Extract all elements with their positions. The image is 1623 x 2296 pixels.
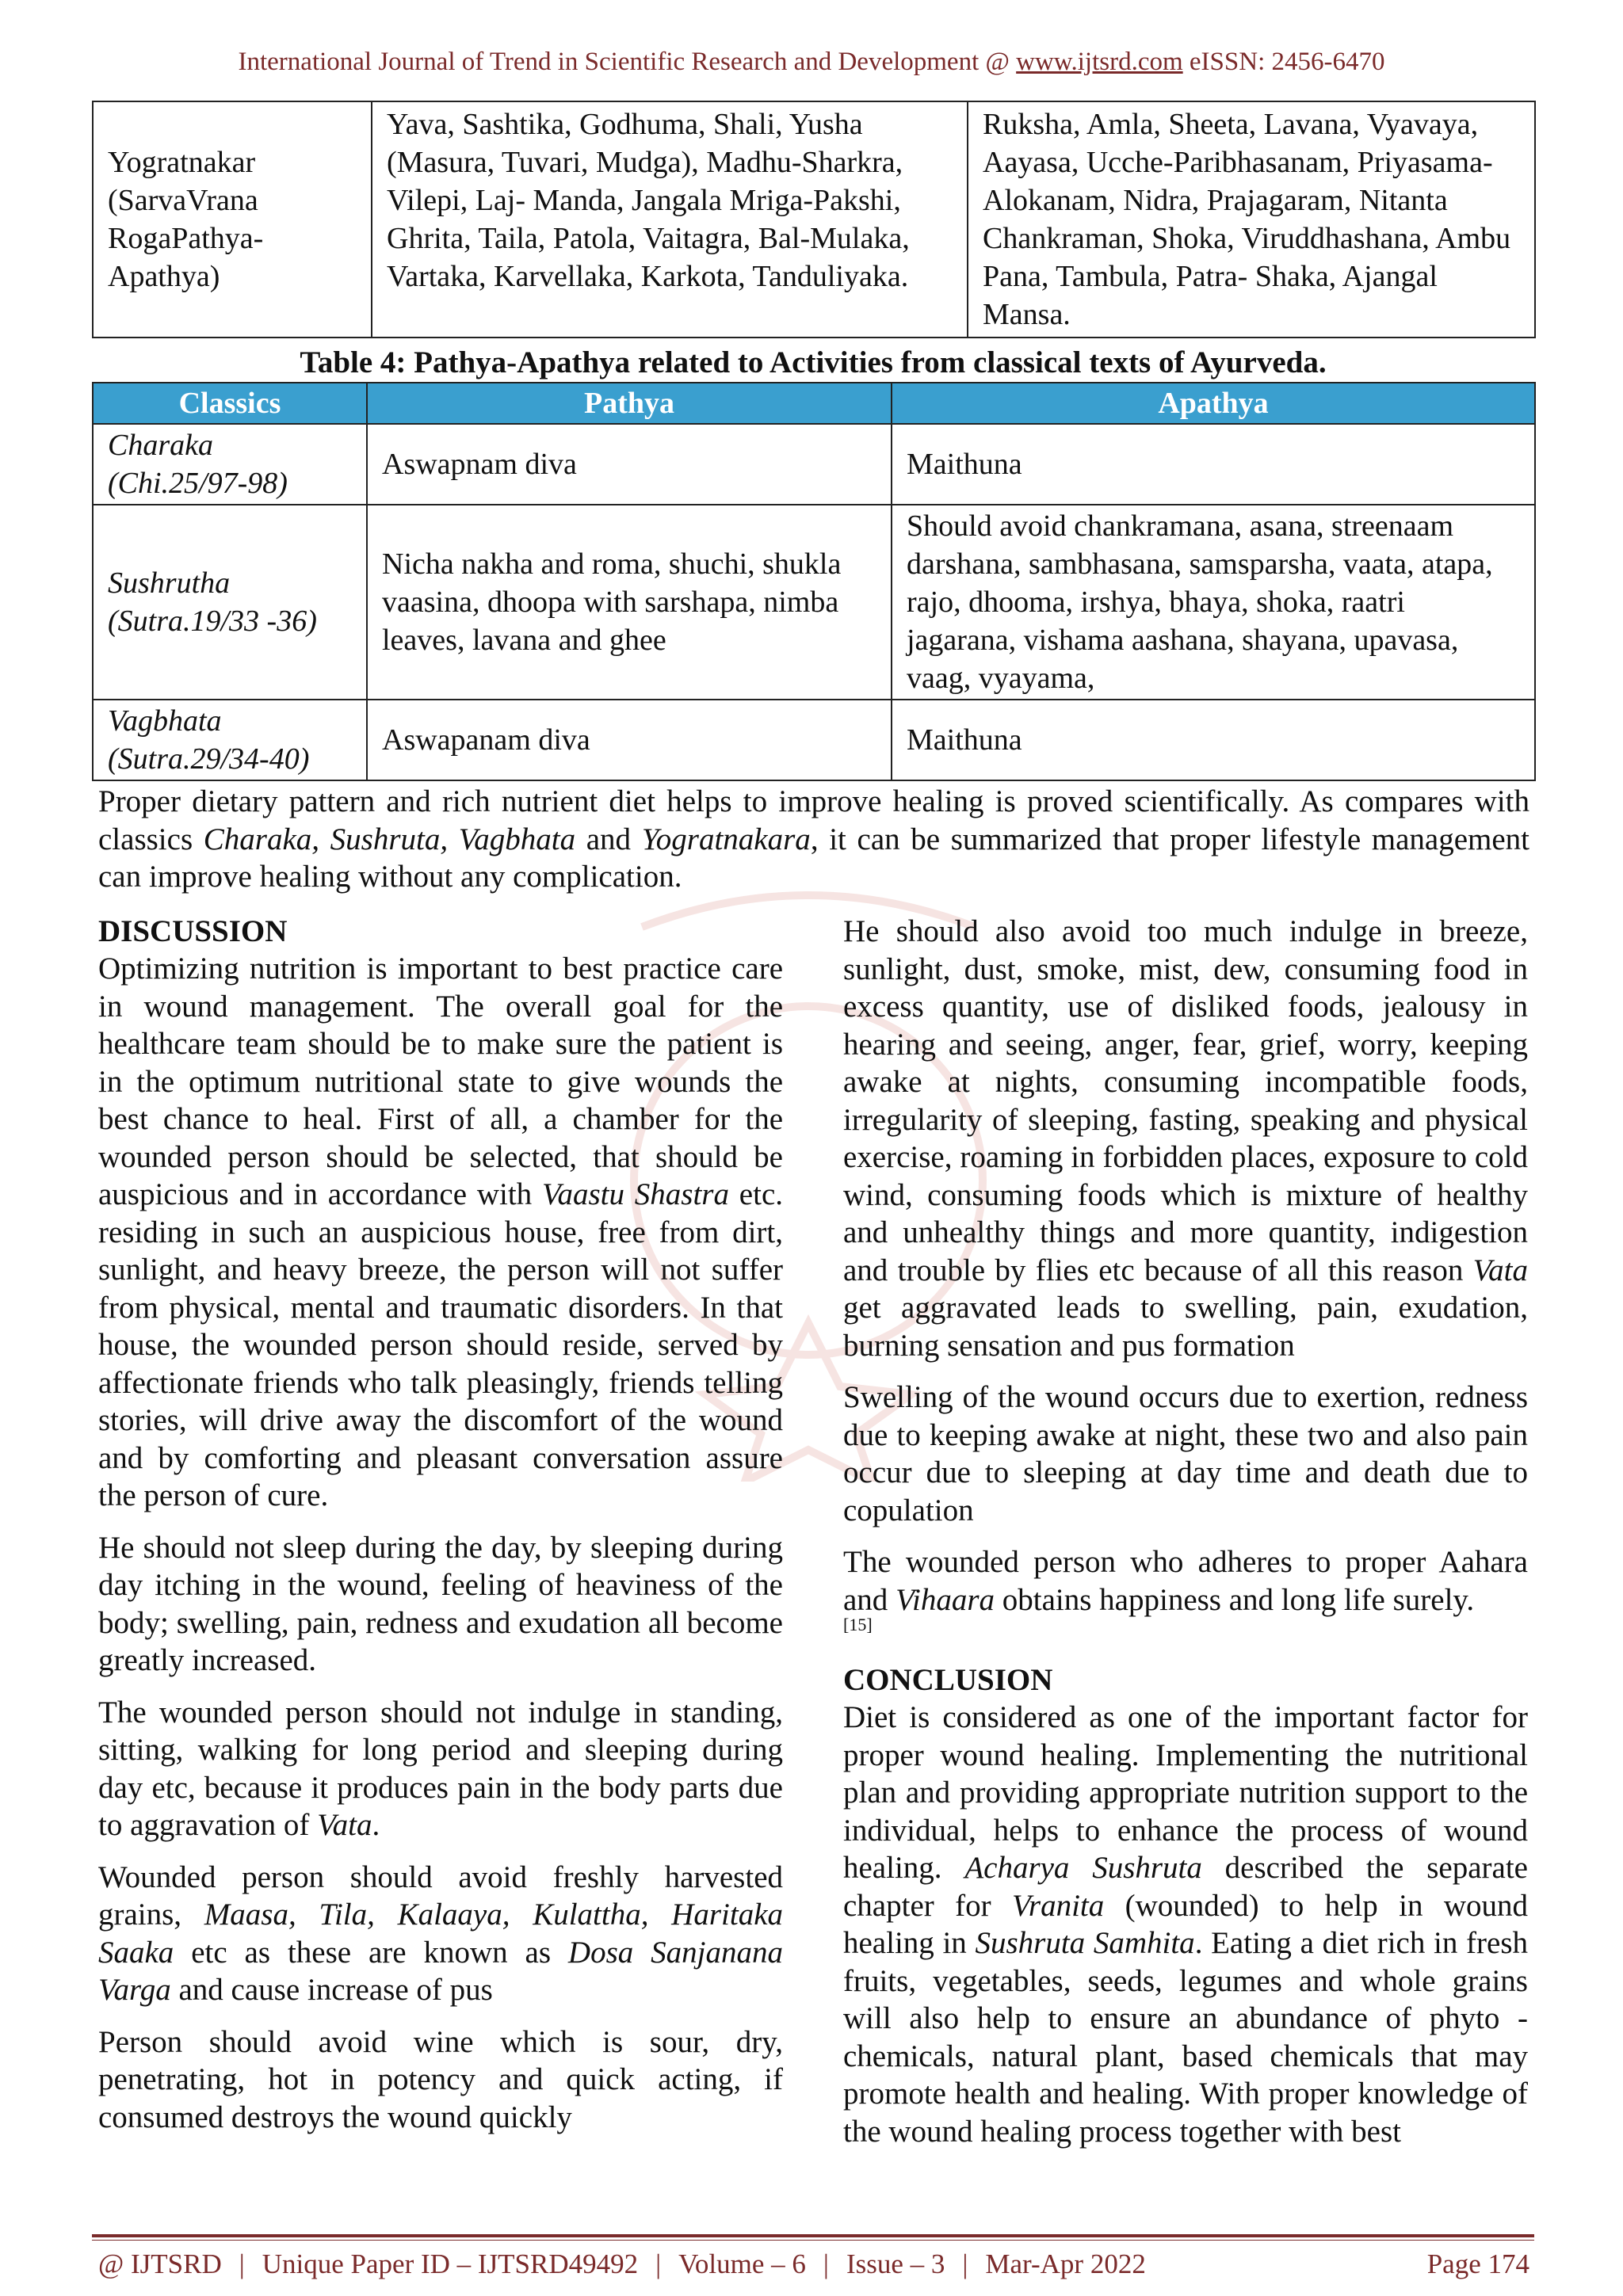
footer-divider (92, 2234, 1534, 2237)
table-3-continuation (92, 101, 1536, 338)
summary-paragraph: Proper dietary pattern and rich nutrient diet helps to improve healing is proved scientifically. As compares with classics Charaka, Sushruta, Vagbhata and Yogratnakara, it can be summarized that proper lifestyle management can improve healing without any complication. (98, 784, 1530, 894)
discussion-paragraph: Wounded person should avoid freshly harvested grains, Maasa, Tila, Kalaaya, Kulattha, Haritaka Saaka etc as these are known as Dosa Sanjanana Varga and cause increase of pus (98, 1859, 784, 2007)
left-column (98, 913, 783, 2150)
column-header-apathya: Apathya (892, 383, 1535, 424)
apathya-cell: Ruksha, Amla, Sheeta, Lavana, Vyavaya, Aayasa, Ucche-Paribhasanam, Priyasama-Alokanam, Nidra, Prajagaram, Nitanta Chankraman, Shoka, Viruddhashana, Ambu Pana, Tambula, Patra- Shaka, Ajangal Mansa. (968, 101, 1535, 338)
running-header: International Journal of Trend in Scientific Research and Development @ www.ijtsrd.com eISSN: 2456-6470 (238, 48, 1385, 76)
classic-cell: Charaka (Chi.25/97-98) (93, 424, 367, 505)
table-row (93, 424, 1535, 505)
discussion-paragraph: He should also avoid too much indulge in breeze, sunlight, dust, smoke, mist, dew, consuming food in excess quantity, use of disliked foods, jealousy in hearing and seeing, anger, fear, grief, worry, keeping awake at nights, consuming incompatible foods, irregularity of sleeping, fasting, speaking and physical exercise, roaming in forbidden places, exposure to cold wind, consuming foods which is mixture of healthy and unhealthy things and more quantity, indigestion and trouble by flies etc because of all this reason Vata get aggravated leads to swelling, pain, exudation, burning sensation and pus formation (843, 914, 1528, 1363)
discussion-paragraph: Optimizing nutrition is important to best practice care in wound management. The overall goal for the healthcare team should be to make sure the patient is in the optimum nutritional state to give wounds the best chance to heal. First of all, a chamber for the wounded person should be selected, that should be auspicious and in accordance with Vaastu Shastra etc. residing in such an auspicious house, free from dirt, sunlight, and heavy breeze, the person will not suffer from physical, mental and traumatic disorders. In that house, the wounded person should reside, served by affectionate friends who talk pleasingly, friends telling stories, will drive away the discomfort of the wound and by comforting and pleasant conversation assure the person of cure. (98, 952, 784, 1512)
apathya-cell: Should avoid chankramana, asana, streenaam darshana, sambhasana, samsparsha, vaata, atapa, rajo, dhooma, irshya, bhaya, shoka, raatri jagarana, vishama aashana, shayana, upavasa, vaag, vyayama, (892, 505, 1535, 700)
table-row (93, 101, 1535, 338)
table-row (93, 505, 1535, 700)
page-footer (98, 2248, 1529, 2280)
table-4-caption: Table 4: Pathya-Apathya related to Activities from classical texts of Ayurveda. (300, 345, 1327, 379)
discussion-paragraph: Person should avoid wine which is sour, dry, penetrating, hot in potency and quick acting, if consumed destroys the wound quickly (98, 2024, 783, 2134)
pathya-cell: Yava, Sashtika, Godhuma, Shali, Yusha (Masura, Tuvari, Mudga), Madhu-Sharkra, Vilepi, Laj- Manda, Jangala Mriga-Pakshi, Ghrita, Taila, Patola, Vaitagra, Bal-Mulaka, Vartaka, Karvellaka, Karkota, Tanduliyaka. (372, 101, 968, 338)
page-number: Page 174 (1426, 2248, 1529, 2279)
pathya-cell: Aswapanam diva (367, 700, 892, 780)
discussion-paragraph: The wounded person who adheres to proper Aahara and Vihaara obtains happiness and long life surely. [15] (843, 1545, 1528, 1634)
footer-divider-thin (92, 2240, 1534, 2241)
discussion-paragraph: The wounded person should not indulge in standing, sitting, walking for long period and sleeping during day etc, because it produces pain in the body parts due to aggravation of Vata. (98, 1695, 783, 1842)
discussion-paragraph: He should not sleep during the day, by sleeping during day itching in the wound, feeling of heaviness of the body; swelling, pain, redness and exudation all become greatly increased. (98, 1530, 783, 1677)
conclusion-paragraph: Diet is considered as one of the important factor for proper wound healing. Implementing the nutritional plan and providing appropriate nutrition support to the individual, helps to enhance the process of wound healing. Acharya Sushruta described the separate chapter for Vranita (wounded) to help in wound healing in Sushruta Samhita. Eating a diet rich in fresh fruits, vegetables, seeds, legumes and whole grains will also help to ensure an abundance of phyto - chemicals, natural plant, based chemicals that may promote health and healing. With proper knowledge of the wound healing process together with best (843, 1700, 1528, 2149)
table-header-row (93, 383, 1535, 424)
pathya-cell: Aswapnam diva (367, 424, 892, 505)
column-header-classics: Classics (93, 383, 367, 424)
citation-reference[interactable]: [15] (843, 1615, 873, 1634)
right-column (843, 913, 1528, 2164)
pathya-cell: Nicha nakha and roma, shuchi, shukla vaasina, dhoopa with sarshapa, nimba leaves, lavana and ghee (367, 505, 892, 700)
conclusion-heading: CONCLUSION (843, 1663, 1053, 1697)
table-row (93, 700, 1535, 780)
table-4 (92, 382, 1536, 781)
classic-cell: Yogratnakar (SarvaVrana RogaPathya- Apathya) (93, 101, 372, 338)
column-header-pathya: Pathya (367, 383, 892, 424)
classic-cell: Vagbhata (Sutra.29/34-40) (93, 700, 367, 780)
discussion-paragraph: Swelling of the wound occurs due to exertion, redness due to keeping awake at night, these two and also pain occur due to sleeping at day time and death due to copulation (843, 1380, 1528, 1527)
journal-website-link[interactable]: www.ijtsrd.com (1016, 48, 1183, 76)
apathya-cell: Maithuna (892, 424, 1535, 505)
footer-meta: @ IJTSRD | Unique Paper ID – IJTSRD49492 | Volume – 6 | Issue – 3 | Mar-Apr 2022 (98, 2248, 1146, 2279)
discussion-heading: DISCUSSION (98, 914, 288, 948)
apathya-cell: Maithuna (892, 700, 1535, 780)
classic-cell: Sushrutha (Sutra.19/33 -36) (93, 505, 367, 700)
